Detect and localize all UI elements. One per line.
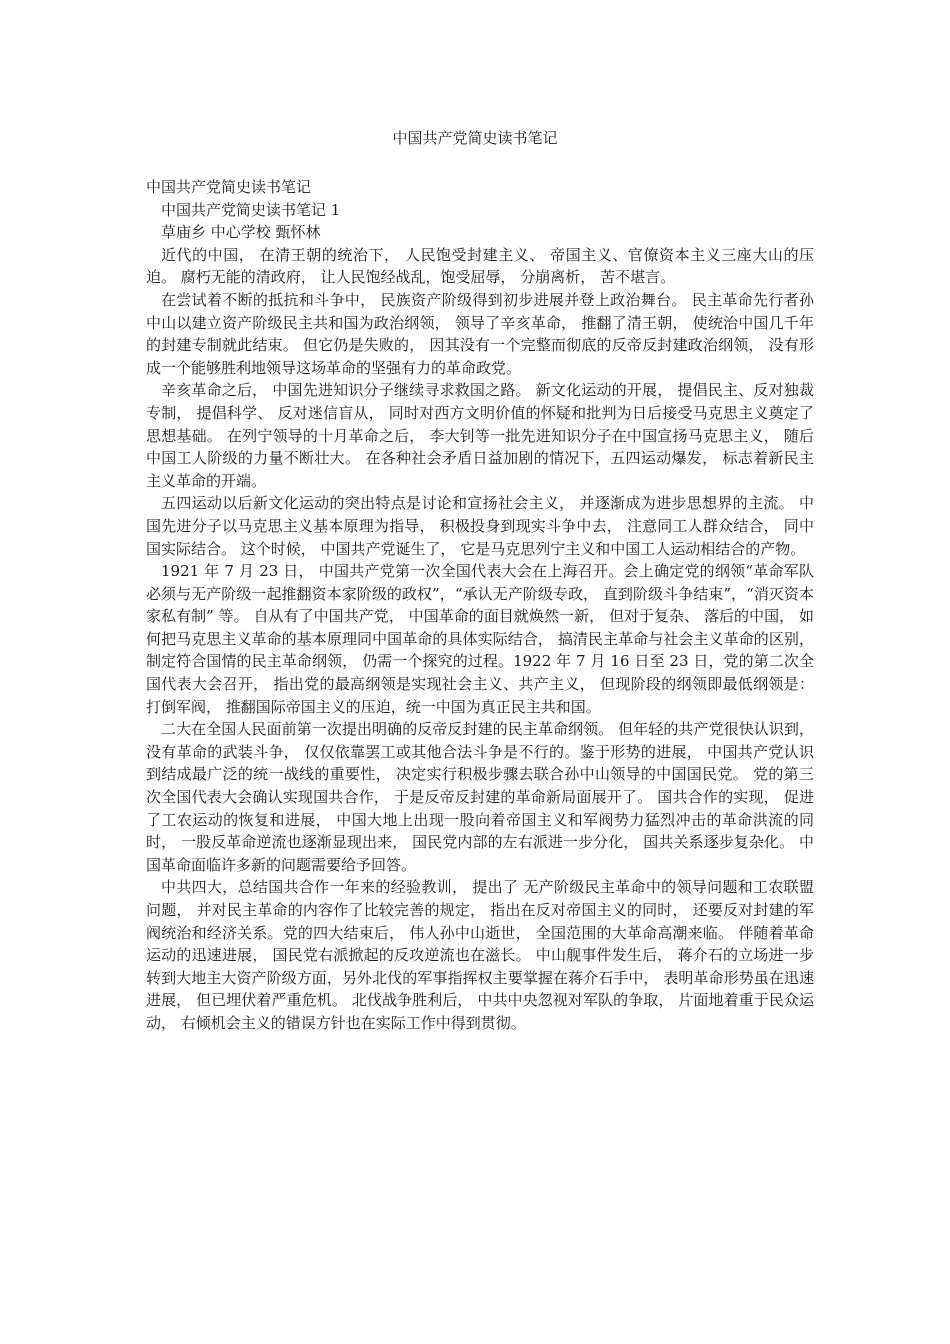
paragraph-4: 五四运动以后新文化运动的突出特点是讨论和宣扬社会主义， 并逐渐成为进步思想界的主流。 中国先进分子以马克思主义基本原理为指导， 积极投身到现实斗争中去， 注意同工人群众结合， 同中国实际结合。 这个时候， 中国共产党诞生了， 它是马克思列宁主义和中国工人运动相结合的产物。 <box>146 494 814 558</box>
document-body <box>146 176 814 1035</box>
paragraph-5: 1921 年 7 月 23 日， 中国共产党第一次全国代表大会在上海召开。会上确定党的纲领“革命军队必须与无产阶级一起推翻资本家阶级的政权”，“承认无产阶级专政， 直到阶级斗争结束”，“消灭资本家私有制” 等。 自从有了中国共产党， 中国革命的面目就焕然一新， 但对于复杂、 落后的中国， 如何把马克思主义革命的基本原理同中国革命的具体实际结合， 搞清民主革命与社会主义革命的区别， 制定符合国情的民主革命纲领， 仍需一个探究的过程。1922 年 7 月 16 日至 23 日，党的第二次全国代表大会召开， 指出党的最高纲领是实现社会主义、共产主义， 但现阶段的纲领即最低纲领是： 打倒军阀， 推翻国际帝国主义的压迫，统一中国为真正民主共和国。 <box>146 562 814 716</box>
document-title: 中国共产党简史读书笔记 <box>392 129 558 147</box>
section-heading: 中国共产党简史读书笔记 1 <box>161 200 341 219</box>
paragraph-7: 中共四大，总结国共合作一年来的经验教训， 提出了 无产阶级民主革命中的领导问题和工农联盟问题， 并对民主革命的内容作了比较完善的规定， 指出在反对帝国主义的同时， 还要反对封建的军阀统治和经济关系。党的四大结束后， 伟人孙中山逝世， 全国范围的大革命高潮来临。 伴随着革命运动的迅速进展， 国民党右派掀起的反攻逆流也在滋长。 中山舰事件发生后， 蒋介石的立场进一步转到大地主大资产阶级方面，另外北伐的军事指挥权主要掌握在蒋介石手中， 表明革命形势虽在迅速进展， 但已埋伏着严重危机。 北伐战争胜利后， 中共中央忽视对军队的争取， 片面地着重于民众运动， 右倾机会主义的错误方针也在实际工作中得到贯彻。 <box>146 878 814 1032</box>
paragraph-3: 辛亥革命之后， 中国先进知识分子继续寻求救国之路。 新文化运动的开展， 提倡民主、反对独裁专制， 提倡科学、 反对迷信盲从， 同时对西方文明价值的怀疑和批判为日后接受马克思主义奠定了 思想基础。 在列宁领导的十月革命之后， 李大钊等一批先进知识分子在中国宣扬马克思主义， 随后中国工人阶级的力量不断壮大。 在各种社会矛盾日益加剧的情况下，五四运动爆发， 标志着新民主主义革命的开端。 <box>146 381 814 490</box>
author-line: 草庙乡 中心学校 甄怀林 <box>161 223 321 242</box>
paragraph-2: 在尝试着不断的抵抗和斗争中， 民族资产阶级得到初步进展并登上政治舞台。 民主革命先行者孙中山以建立资产阶级民主共和国为政治纲领， 领导了辛亥革命， 推翻了清王朝， 使统治中国几千年的封建专制就此结束。 但它仍是失败的， 因其没有一个完整而彻底的反帝反封建政治纲领， 没有形成一个能够胜利地领导这场革命的坚强有力的革命政党。 <box>146 290 814 377</box>
document-subtitle: 中国共产党简史读书笔记 <box>146 178 312 196</box>
paragraph-1: 近代的中国， 在清王朝的统治下， 人民饱受封建主义、 帝国主义、官僚资本主义三座大山的压迫。 腐朽无能的清政府， 让人民饱经战乱，饱受屈辱， 分崩离析， 苦不堪言。 <box>146 245 814 287</box>
paragraph-6: 二大在全国人民面前第一次提出明确的反帝反封建的民主革命纲领。 但年轻的共产党很快认识到， 没有革命的武装斗争， 仅仅依靠罢工或其他合法斗争是不行的。鉴于形势的进展， 中国共产党认识到结成最广泛的统一战线的重要性， 决定实行积极步骤去联合孙中山领导的中国国民党。 党的第三次全国代表大会确认实现国共合作， 于是反帝反封建的革命新局面展开了。 国共合作的实现， 促进了工农运动的恢复和进展， 中国大地上出现一股向着帝国主义和军阀势力猛烈冲击的革命洪流的同时， 一股反革命逆流也逐渐显现出来， 国民党内部的左右派进一步分化， 国共关系逐步复杂化。 中国革命面临许多新的问题需要给予回答。 <box>146 720 814 874</box>
